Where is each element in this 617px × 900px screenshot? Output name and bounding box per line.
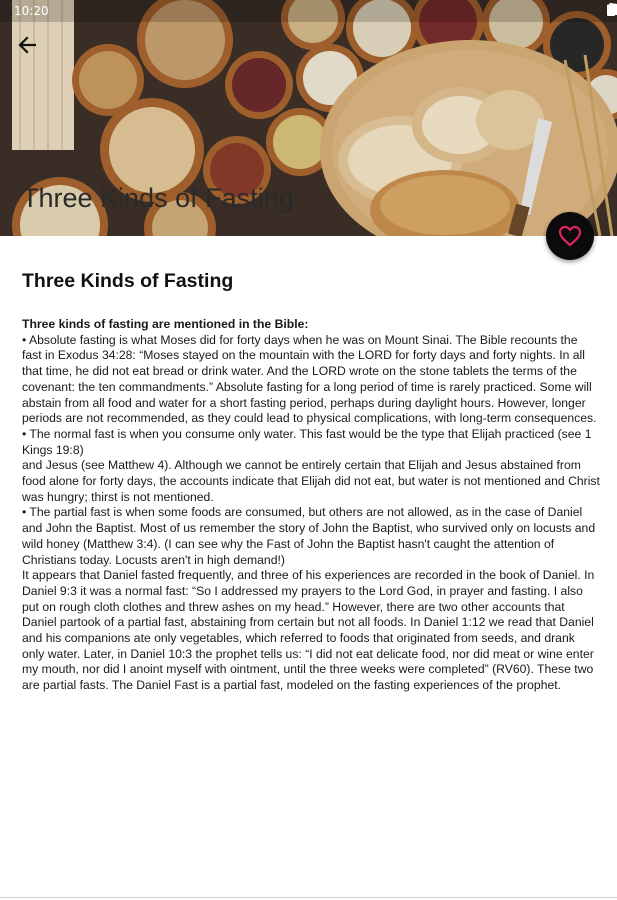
article-paragraph: • The normal fast is when you consume only water. This fast would be the type that Elijah practiced (see 1 Kings 19:8) [22, 426, 592, 457]
favorite-button[interactable] [546, 212, 594, 260]
status-bar [0, 0, 617, 22]
arrow-back-icon [18, 36, 36, 54]
back-button[interactable] [18, 36, 46, 64]
toolbar-title: Three Kinds of Fasting [22, 183, 294, 213]
heart-outline-icon [558, 225, 582, 247]
article-paragraph: It appears that Daniel fasted frequently, and three of his experiences are recorded in the book of Daniel. In Daniel 9:3 it was a normal fast: “So I addressed my prayers to the Lord God, in prayer and fasting. I also put on rough cloth clothes and threw ashes on my head.” However, there are two other accounts that Daniel partook of a partial fast, abstaining from certain but not all foods. In Daniel 1:12 we read that Daniel and his companions ate only vegetables, which referred to foods that originated from seeds, and drank only water. Later, in Daniel 10:3 the prophet tells us: “I did not eat delicate food, nor did meat or wine enter my mouth, nor did I anoint myself with ointment, until the three weeks were completed” (RV60). These two are partial fasts. The Daniel Fast is a partial fast, modeled on the fasting experiences of the prophet. [22, 568, 595, 693]
article-paragraph: and Jesus (see Matthew 4). Although we cannot be entirely certain that Elijah and Jesus abstained from food alone for forty days, the accounts indicate that Elijah did not eat, but water is not mentioned and Christ was hungry; thirst is not mentioned. [22, 458, 600, 504]
article-paragraph: • The partial fast is when some foods are consumed, but others are not allowed, as in the case of Daniel and John the Baptist. Most of us remember the story of John the Baptist, who survived only on locusts and wild honey (Matthew 3:4). (I can see why the Fast of John the Baptist hasn't caught the attention of Christians today. Locusts aren't in high demand!) [22, 505, 596, 567]
header-image [0, 0, 617, 236]
status-time: 10:20 [14, 4, 49, 18]
battery-icon [607, 3, 615, 16]
article-paragraph: • Absolute fasting is what Moses did for forty days when he was on Mount Sinai. The Bible recounts the fast in Exodus 34:28: “Moses stayed on the mountain with the LORD for forty days and forty nights. In all that time, he did not eat bread or drink water. And the LORD wrote on the stone tablets the terms of the covenant: the ten commandments.” Absolute fasting for a long period of time is rarely practiced. Some will abstain from all food and water for a short fasting period, perhaps during daylight hours. However, longer periods are not recommended, as they could lead to physical complications, with long-term consequences. [22, 332, 597, 426]
article [22, 270, 600, 694]
bottom-divider [0, 897, 617, 898]
article-body [22, 317, 600, 694]
article-title: Three Kinds of Fasting [22, 270, 234, 292]
article-lead: Three kinds of fasting are mentioned in the Bible: [22, 317, 309, 331]
